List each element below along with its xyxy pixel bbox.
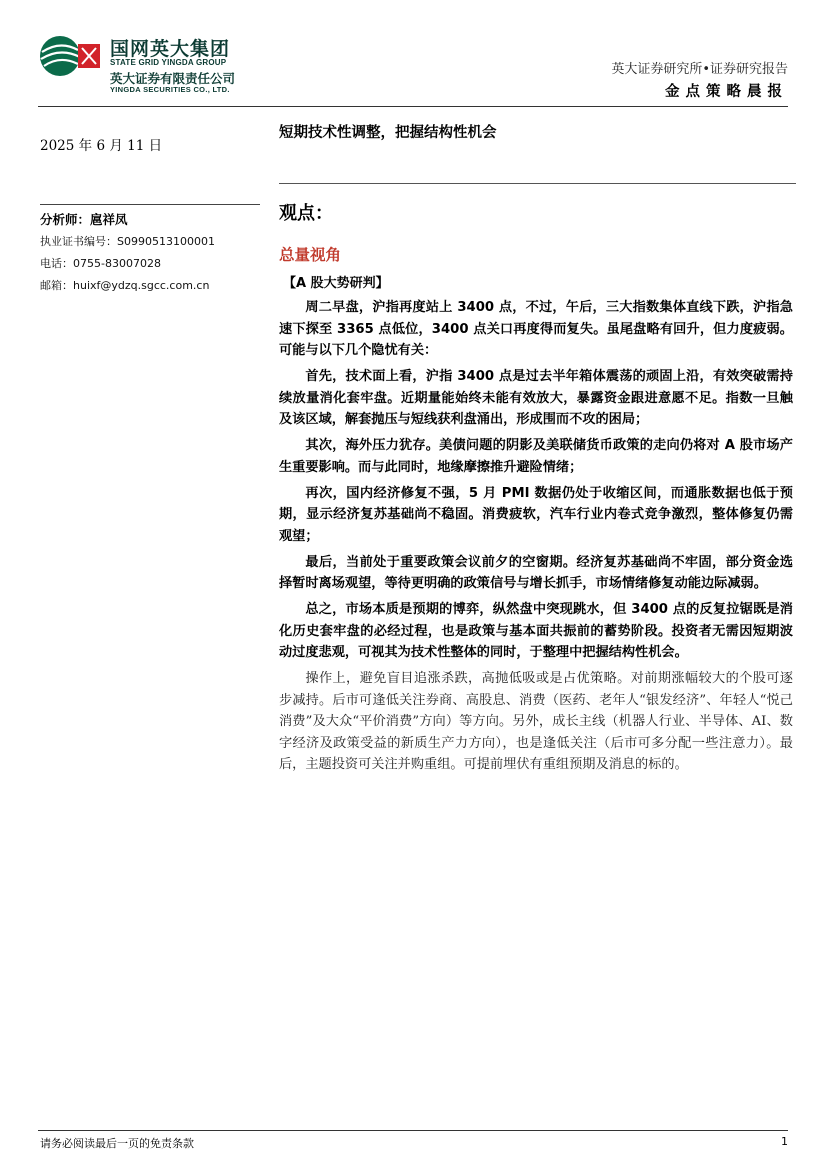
- page-number: 1: [781, 1135, 788, 1148]
- body-paragraph-4: 再次，国内经济修复不强，5 月 PMI 数据仍处于收缩区间，而通胀数据也低于预期，显示经济复苏基础尚不稳固。消费疲软，汽车行业内卷式竞争激烈，整体修复仍需观望；: [279, 485, 793, 544]
- body-paragraph-3: 其次，海外压力犹存。美债问题的阴影及美联储货币政策的走向仍将对 A 股市场产生重要影响。而与此同时，地缘摩擦推升避险情绪；: [279, 438, 793, 475]
- section-subheading: 【A 股大势研判】: [283, 276, 389, 291]
- closing-paragraph: 操作上，避免盲目追涨杀跌，高抛低吸或是占优策略。对前期涨幅较大的个股可逐步减持。后市可逢低关注券商、高股息、消费（医药、老年人“银发经济”、年轻人“悦己消费”及大众“平价消费”方向）等方向。另外，成长主线（机器人行业、半导体、AI、数字经济及政策受益的新质生产力方向），也是逢低关注（后市可多分配一些注意力）。最后，主题投资可关注并购重组。可提前埋伏有重组预期及消息的标的。: [279, 671, 793, 772]
- body-paragraph-6: 总之，市场本质是预期的博弈，纵然盘中突现跳水，但 3400 点的反复拉锯既是消化历史套牢盘的必经过程，也是政策与基本面共振前的蓄势阶段。投资者无需因短期波动过度悲观，可视其为技术性整体的同时，于整理中把握结构性机会。: [279, 602, 793, 660]
- body-paragraph-5: 最后，当前处于重要政策会议前夕的空窗期。经济复苏基础尚不牢固，部分资金选择暂时离场观望，等待更明确的政策信号与增长抓手，市场情绪修复动能边际减弱。: [279, 554, 793, 591]
- analyst-name: 分析师：扈祥凤: [40, 212, 128, 227]
- analyst-email: 邮箱：huixf@ydzq.sgcc.com.cn: [40, 279, 210, 292]
- state-grid-logo-icon: [38, 34, 102, 78]
- disclaimer-note: 请务必阅读最后一页的免责条款: [40, 1137, 194, 1150]
- logo-sub-en: YINGDA SECURITIES CO., LTD.: [110, 85, 230, 94]
- logo-cn-name: 国网英大集团: [110, 38, 231, 60]
- company-logo: [38, 32, 258, 96]
- header-divider: [38, 106, 788, 107]
- header-org-line: 英大证券研究所•证券研究报告: [611, 62, 788, 77]
- logo-sub-cn: 英大证券有限责任公司: [110, 71, 236, 86]
- section-heading: 总量视角: [279, 246, 342, 264]
- logo-en-name: STATE GRID YINGDA GROUP: [110, 58, 227, 67]
- main-divider: [279, 183, 796, 184]
- footer-divider: [38, 1130, 788, 1131]
- report-date: 2025 年 6 月 11 日: [40, 138, 163, 154]
- analyst-phone: 电话：0755-83007028: [40, 257, 161, 270]
- analyst-cert-number: 执业证书编号：S0990513100001: [40, 235, 215, 248]
- view-heading: 观点：: [279, 203, 333, 224]
- report-title: 短期技术性调整，把握结构性机会: [279, 125, 497, 141]
- header-series-title: 金点策略晨报: [665, 84, 788, 100]
- left-divider: [40, 204, 260, 205]
- body-paragraph-1: 周二早盘，沪指再度站上 3400 点，不过，午后，三大指数集体直线下跌，沪指急速下探至 3365 点低位，3400 点关口再度得而复失。虽尾盘略有回升，但力度疲弱。可能与以下几个隐忧有关：: [279, 300, 793, 358]
- report-body: [279, 297, 793, 780]
- body-paragraph-2: 首先，技术面上看，沪指 3400 点是过去半年箱体震荡的顽固上沿，有效突破需持续放量消化套牢盘。近期量能始终未能有效放大，暴露资金跟进意愿不足。指数一旦触及该区域，解套抛压与短线获利盘涌出，形成围而不攻的困局；: [279, 369, 793, 427]
